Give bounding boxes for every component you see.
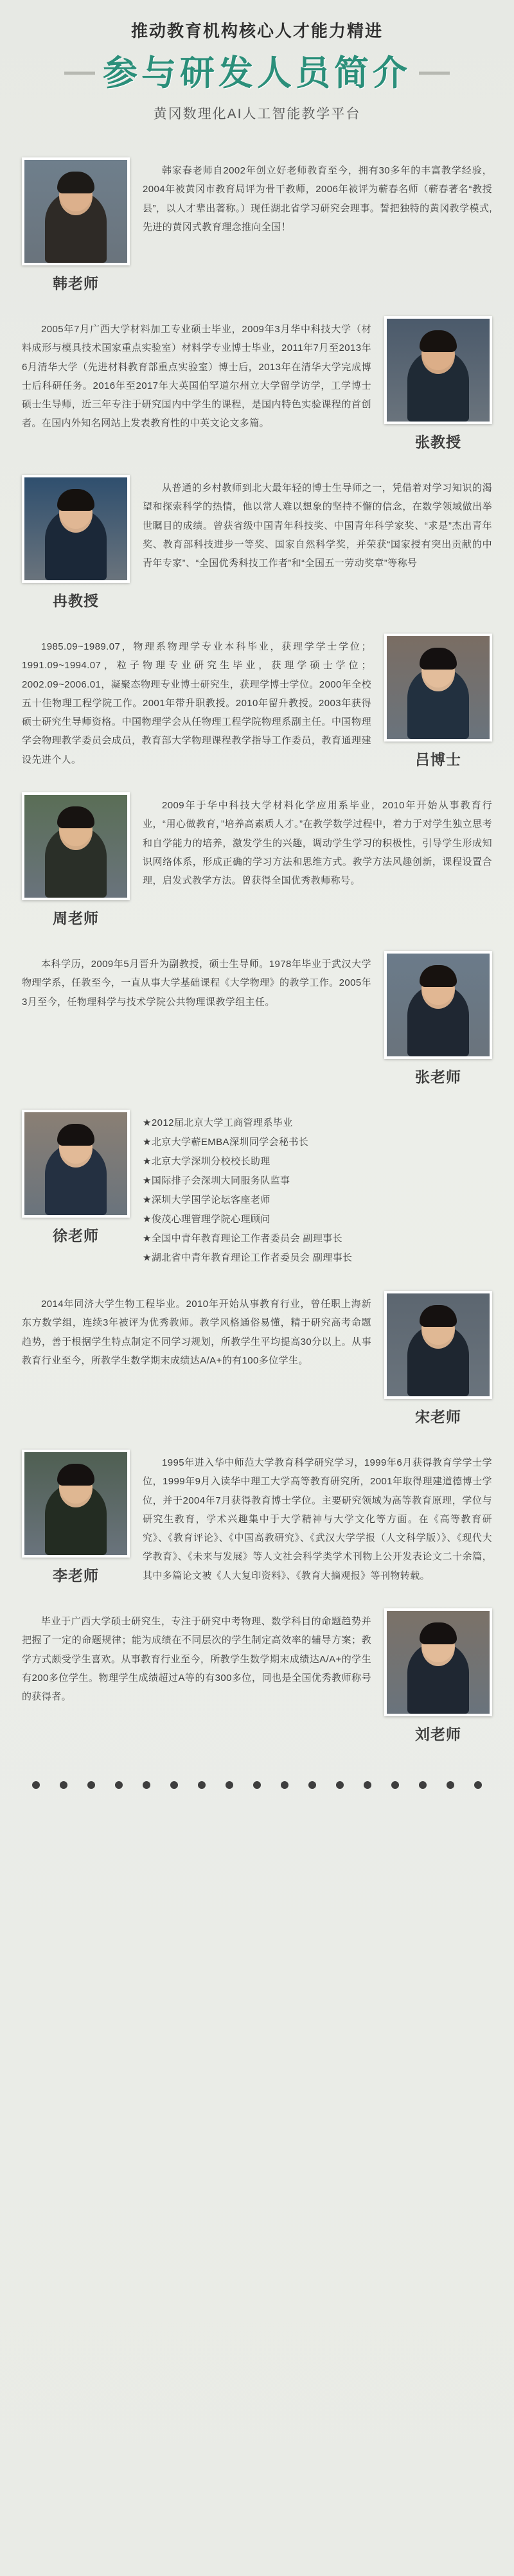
profile-credential-list (143, 1114, 492, 1268)
divider-dot-icon (198, 1781, 206, 1789)
profile-text-column (22, 316, 371, 433)
profile-card (0, 1279, 514, 1438)
profile-list (0, 146, 514, 1755)
profile-bio: 韩家春老师自2002年创立好老师教育至今，拥有30多年的丰富教学经验，2004年被黄冈市教育局评为骨干教师，2006年被评为蕲春名师（蕲春著名“教授县”，以人才辈出著称。）现任湖北省学习研究会理事。誓把独特的黄冈教学模式,先进的黄冈式教育理念推向全国！ (143, 165, 492, 233)
profile-bio: 2005年7月广西大学材料加工专业硕士毕业，2009年3月华中科技大学（材料成形与模具技术国家重点实验室）材料学专业博士毕业，2011年7月至2013年6月清华大学（先进材料教育部重点实验室）博士后，2013年在清华大学完成博士后科研任务。2016年至2017年大英国伯罕道尔州立大学留学访学，工学博士硕士生导师，近三年专注于研究国内中学生的课程，是国内特色实验课程的首创者。在国内外知名网站上发表教育性的中英文论文多篇。 (22, 324, 371, 429)
profile-photo-column (384, 951, 492, 1087)
header-kicker: 推动教育机构核心人才能力精进 (130, 21, 383, 40)
profile-name: 张老师 (415, 1069, 461, 1086)
list-item: ★俊茂心理管理学院心理顾问 (143, 1214, 270, 1225)
divider-dot-icon (32, 1781, 40, 1789)
page-title: 参与研发人员简介 (103, 54, 411, 93)
profile-photo-column (22, 475, 130, 610)
divider-dot-icon (115, 1781, 123, 1789)
profile-name: 韩老师 (53, 275, 99, 292)
profile-card (0, 146, 514, 305)
title-wrapper (64, 53, 450, 93)
profile-card (0, 305, 514, 463)
list-item: ★国际排子会深圳大同服务队监事 (143, 1175, 290, 1187)
profile-text-column (143, 1450, 492, 1585)
divider-dot-icon (391, 1781, 399, 1789)
profile-name: 周老师 (53, 910, 99, 927)
profile-name: 张教授 (415, 434, 461, 451)
list-item: ★深圳大学国学论坛客座老师 (143, 1195, 270, 1206)
profile-photo-column (22, 1450, 130, 1585)
poster-header (0, 0, 514, 129)
profile-bio: 2009年于华中科技大学材料化学应用系毕业，2010年开始从事教育行业，“用心做教育，”培养高素质人才。”在教学数学过程中，着力于对学生独立思考和自学能力的培养，激发学生的兴趣，调动学生学习的积极性，引导学生形成知识网络体系，形成正确的学习方法和思维方式。教学方法风趣创新，课程设置合理，启发式教学方法。曾获得全国优秀教师称号。 (143, 800, 492, 887)
profile-bio: 2014年同济大学生物工程毕业。2010年开始从事教育行业，曾任职上海新东方数学组，连续3年被评为优秀教师。教学风格通俗易懂，精于研究高考命题趋势，善于根据学生特点制定不同学习规划，所教学生平均提高30分以上。从事教育行业至今，所教学生数学期末成绩达A/A+的有100多位学生。 (22, 1299, 371, 1366)
divider-dot-icon (143, 1781, 150, 1789)
avatar (22, 792, 130, 900)
profile-name: 徐老师 (53, 1227, 99, 1245)
profile-text-column (143, 1110, 492, 1268)
profile-bio: 从普通的乡村教师到北大最年轻的博士生导师之一，凭借着对学习知识的渴望和探索科学的热情，他以常人难以想象的坚持不懈的信念，在数学领域做出举世瞩目的成绩。曾获省级中国青年科技奖、中国青年科学家奖、“求是”杰出青年奖、教育部科技进步一等奖、国家自然科学奖，并荣获“国家授有突出贡献的中青年专家”、“全国优秀科技工作者”和“全国五一劳动奖章”等称号 (143, 483, 492, 569)
profile-text-column (143, 792, 492, 890)
profile-name: 刘老师 (415, 1726, 461, 1743)
profile-card (0, 1438, 514, 1597)
profile-name: 李老师 (53, 1567, 99, 1585)
divider-dot-icon (364, 1781, 371, 1789)
divider-dot-icon (226, 1781, 233, 1789)
avatar (384, 634, 492, 742)
header-subtitle: 黄冈数理化AI人工智能教学平台 (153, 107, 361, 122)
divider-dot-icon (447, 1781, 454, 1789)
avatar (384, 1608, 492, 1716)
divider-dot-icon (474, 1781, 482, 1789)
avatar (22, 1110, 130, 1218)
list-item: ★全国中青年教育理论工作者委员会 副理事长 (143, 1233, 343, 1245)
profile-bio: 本科学历，2009年5月晋升为副教授，硕士生导师。1978年毕业于武汉大学物理学系，任教至今，一直从事大学基础课程《大学物理》的教学工作。2005年3月至今，任物理科学与技术学院公共物理课教学组主任。 (22, 959, 371, 1008)
profile-bio: 1995年进入华中师范大学教育科学研究学习，1999年6月获得教育学学士学位，1999年9月入读华中理工大学高等教育研究所，2001年取得理建道德博士学位，并于2004年7月获得教育博士学位。主要研究领域为高等教育原理，学位与研究生教育，学术兴趣集中于大学精神与大学文化等方面。在《高等教育研究》、《教育评论》、《中国高教研究》、《武汉大学学报（人文科学版）》、《现代大学教育》、《未来与发展》等人文社会科学类学术刊物上公开发表论文二十余篇，其中多篇论文被《人大复印资料》、《教育大摘观报》等刊物转载。 (143, 1457, 492, 1581)
profile-name: 宋老师 (415, 1408, 461, 1426)
profile-text-column (22, 1608, 371, 1706)
list-item: ★2012届北京大学工商管理系毕业 (143, 1117, 293, 1129)
profile-photo-column (22, 792, 130, 928)
list-item: ★湖北省中青年教育理论工作者委员会 副理事长 (143, 1252, 353, 1264)
profile-text-column (143, 157, 492, 236)
footer-dot-divider (32, 1781, 482, 1789)
profile-bio: 1985.09~1989.07，物理系物理学专业本科毕业，获理学学士学位；1991.09~1994.07，粒子物理专业研究生毕业，获理学硕士学位；2002.09~2006.01，凝聚态物理专业博士研究生，获理学博士学位。2000年全校五十佳物理工程学院工作。2001年带升职教授。2010年留升教授。2003年获得硕士研究生导师资格。中国物理学会从任物理工程学院物理系副主任。中国物理学会物理教学委员会成员，教育部大学物理课程教学指导工作委员，教育通理建设先进个人。 (22, 641, 371, 765)
avatar (384, 1291, 492, 1399)
avatar (22, 475, 130, 583)
profile-card (0, 463, 514, 622)
profile-photo-column (384, 1608, 492, 1744)
profile-text-column (22, 634, 371, 769)
profile-text-column (143, 475, 492, 573)
profile-card (0, 1098, 514, 1279)
divider-dot-icon (60, 1781, 67, 1789)
profile-card (0, 622, 514, 781)
profile-photo-column (384, 1291, 492, 1426)
divider-dot-icon (281, 1781, 288, 1789)
profile-text-column (22, 1291, 371, 1370)
avatar (384, 951, 492, 1059)
divider-dot-icon (419, 1781, 427, 1789)
avatar (22, 1450, 130, 1558)
profile-photo-column (22, 157, 130, 293)
profile-card (0, 939, 514, 1098)
divider-dot-icon (170, 1781, 178, 1789)
avatar (384, 316, 492, 424)
title-rule-right-icon (419, 72, 450, 75)
list-item: ★北京大学蕲EMBA深圳同学会秘书长 (143, 1137, 309, 1148)
profile-bio: 毕业于广西大学硕士研究生，专注于研究中考物理、数学科目的命题趋势并把握了一定的命题规律；能为成绩在不同层次的学生制定高效率的辅导方案；教学方式颇受学生喜欢。从事教育行业至今，所教学生数学期末成绩达A/A+的学生有200多位学生。物理学生成绩超过A等的有300多位，同也是全国优秀教师称号的获得者。 (22, 1616, 371, 1703)
profile-card (0, 1597, 514, 1755)
title-rule-left-icon (64, 72, 95, 75)
divider-dot-icon (253, 1781, 261, 1789)
list-item: ★北京大学深圳分校校长助理 (143, 1156, 270, 1168)
profile-name: 吕博士 (415, 751, 461, 768)
profile-text-column (22, 951, 371, 1011)
divider-dot-icon (87, 1781, 95, 1789)
profile-photo-column (384, 634, 492, 769)
profile-photo-column (22, 1110, 130, 1245)
profile-name: 冉教授 (53, 592, 99, 610)
profile-photo-column (384, 316, 492, 452)
divider-dot-icon (336, 1781, 344, 1789)
avatar (22, 157, 130, 265)
divider-dot-icon (308, 1781, 316, 1789)
profile-card (0, 781, 514, 939)
